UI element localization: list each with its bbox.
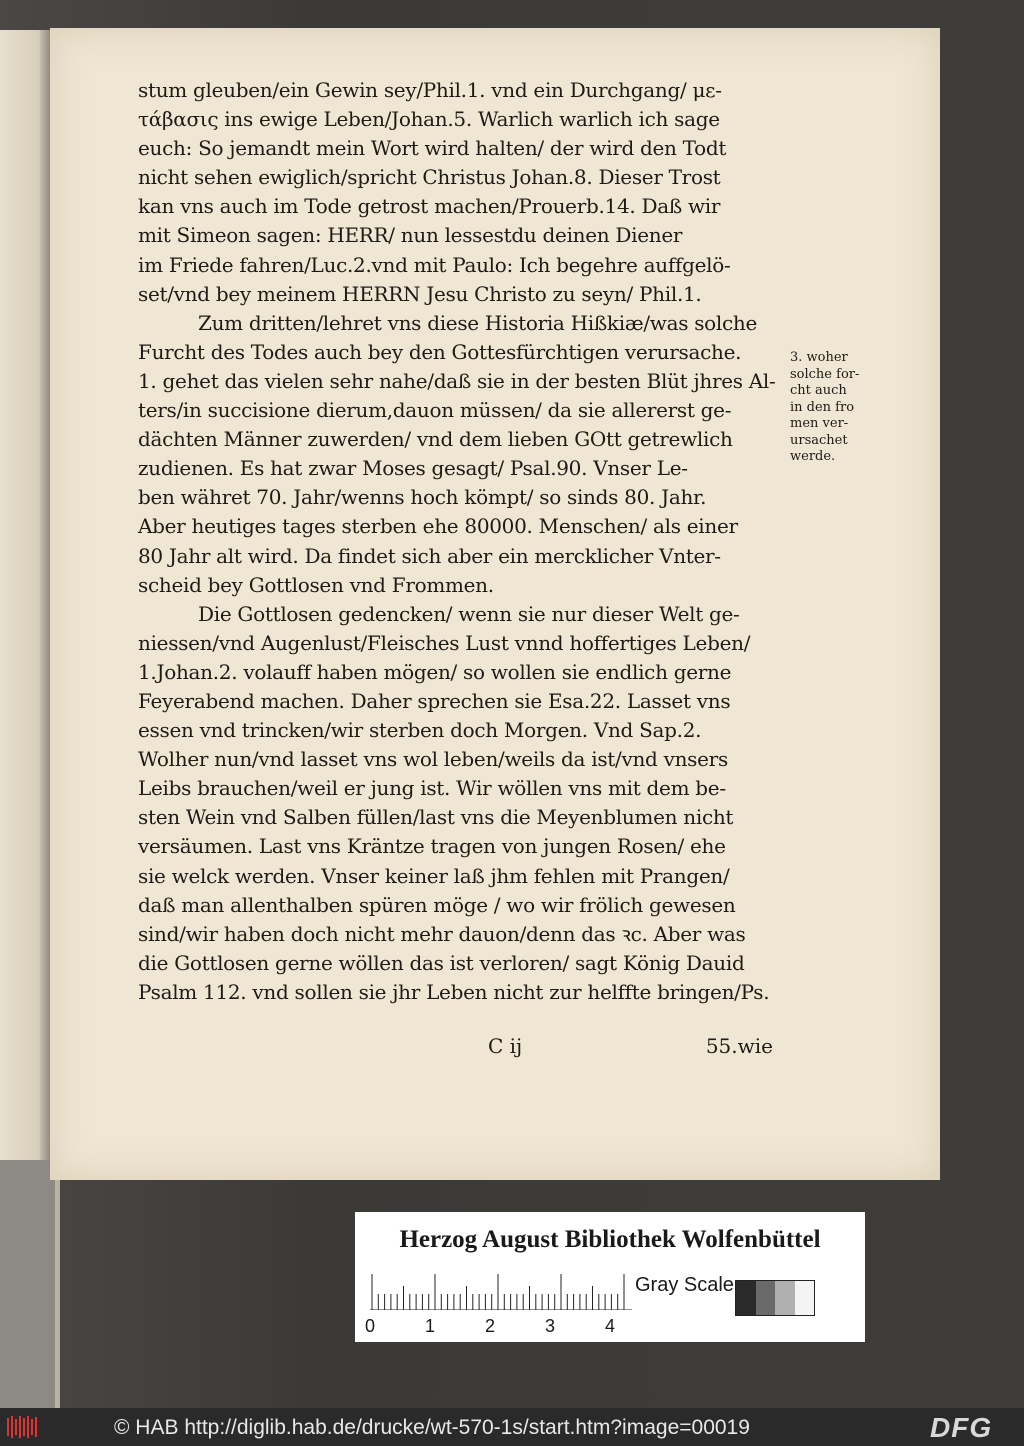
gray-swatch — [756, 1281, 776, 1315]
text-line: set/vnd bey meinem HERRN Jesu Christo zu seyn/ Phil.1. — [138, 281, 702, 306]
text-line: Die Gottlosen gedencken/ wenn sie nur dieser Welt ge- — [198, 601, 740, 626]
text-line: Feyerabend machen. Daher sprechen sie Esa.22. Lasset vns — [138, 688, 731, 713]
text-line: sie welck werden. Vnser keiner laß jhm fehlen mit Prangen/ — [138, 863, 730, 888]
margin-note-line: werde. — [790, 449, 836, 464]
text-line: mit Simeon sagen: HERR/ nun lessestdu deinen Diener — [138, 223, 683, 248]
hab-logo-icon — [6, 1414, 40, 1440]
book-spine-area — [0, 1160, 55, 1408]
text-line: 1.Johan.2. volauff haben mögen/ so wollen sie endlich gerne — [138, 659, 732, 684]
margin-note-line: in den fro — [790, 399, 855, 415]
text-line: euch: So jemandt mein Wort wird halten/ der wird den Todt — [138, 136, 727, 161]
text-line: die Gottlosen gerne wöllen das ist verloren/ sagt König Dauid — [138, 950, 745, 975]
text-line: im Friede fahren/Luc.2.vnd mit Paulo: Ich begehre auffgelö- — [138, 252, 731, 277]
library-name: Herzog August Bibliothek Wolfenbüttel — [399, 1226, 821, 1253]
text-line: sten Wein vnd Salben füllen/last vns die Meyenblumen nicht — [138, 805, 734, 830]
gray-swatch — [736, 1281, 756, 1315]
text-line: essen vnd trincken/wir sterben doch Morgen. Vnd Sap.2. — [138, 718, 702, 743]
text-line: daß man allenthalben spüren möge / wo wir frölich gewesen — [138, 892, 736, 917]
text-line: stum gleuben/ein Gewin sey/Phil.1. vnd ein Durchgang/ με- — [138, 78, 722, 102]
page-text — [138, 76, 788, 1007]
margin-note-line: cht auch — [790, 383, 847, 398]
marginal-note — [790, 350, 890, 466]
text-line: 1. gehet das vielen sehr nahe/daß sie in der besten Blüt jhres Al- — [138, 368, 776, 393]
text-line: 80 Jahr alt wird. Da findet sich aber ein mercklicher Vnter- — [138, 543, 721, 568]
scale-number: 1 — [425, 1316, 436, 1336]
text-line: ben währet 70. Jahr/wenns hoch kömpt/ so sinds 80. Jahr. — [138, 485, 707, 510]
text-line: zudienen. Es hat zwar Moses gesagt/ Psal.90. Vnser Le- — [138, 456, 688, 481]
text-line: scheid bey Gottlosen vnd Frommen. — [138, 572, 494, 597]
text-line: ters/in succisione dierum,dauon müssen/ da sie allererst ge- — [138, 398, 732, 423]
text-line: sind/wir haben doch nicht mehr dauon/denn das ꝛc. Aber was — [138, 921, 746, 946]
scale-number: 2 — [485, 1316, 496, 1336]
viewer-footer-bar — [0, 1408, 1024, 1446]
library-color-card — [355, 1212, 865, 1342]
text-line: dächten Männer zuwerden/ vnd dem lieben GOtt getrewlich — [138, 427, 733, 452]
text-line: kan vns auch im Tode getrost machen/Prouerb.14. Daß wir — [138, 194, 721, 219]
signature-mark: C ij — [488, 1034, 523, 1058]
margin-note-line: ursachet — [790, 432, 848, 448]
text-line: Zum dritten/lehret vns diese Historia Hißkiæ/was solche — [198, 310, 758, 335]
text-line: Furcht des Todes auch bey den Gottesfürchtigen verursache. — [138, 339, 742, 364]
text-line: versäumen. Last vns Kräntze tragen von jungen Rosen/ ehe — [138, 834, 726, 859]
text-line: Wolher nun/vnd lasset vns wol leben/weils da ist/vnd vnsers — [138, 747, 728, 772]
gray-swatch — [795, 1281, 815, 1315]
margin-note-line: men ver- — [790, 416, 849, 431]
text-line: Psalm 112. vnd sollen sie jhr Leben nicht zur helffte bringen/Ps. — [138, 979, 770, 1004]
copyright-url[interactable]: © HAB http://diglib.hab.de/drucke/wt-570-1s/start.htm?image=00019 — [114, 1416, 750, 1439]
text-line: nicht sehen ewiglich/spricht Christus Johan.8. Dieser Trost — [138, 165, 721, 190]
dfg-logo: DFG — [930, 1412, 993, 1443]
text-line: Leibs brauchen/weil er jung ist. Wir wöllen vns mit dem be- — [138, 776, 726, 801]
gray-swatch — [775, 1281, 795, 1315]
ruler-scale — [370, 1274, 632, 1310]
catchword: 55.wie — [705, 1034, 773, 1058]
scale-number: 0 — [365, 1316, 376, 1336]
text-line: niessen/vnd Augenlust/Fleisches Lust vnnd hoffertiges Leben/ — [138, 630, 751, 655]
margin-note-line: 3. woher — [790, 350, 848, 365]
page-footer — [138, 1034, 773, 1064]
text-line: Aber heutiges tages sterben ehe 80000. Menschen/ als einer — [138, 514, 738, 539]
margin-note-line: solche for- — [790, 366, 860, 382]
text-line: τάβασις ins ewige Leben/Johan.5. Warlich warlich ich sage — [138, 107, 720, 132]
gray-scale-swatches — [735, 1280, 815, 1316]
gray-scale-label: Gray Scale — [635, 1274, 734, 1296]
scale-number: 3 — [545, 1316, 556, 1336]
scale-number: 4 — [605, 1316, 616, 1336]
